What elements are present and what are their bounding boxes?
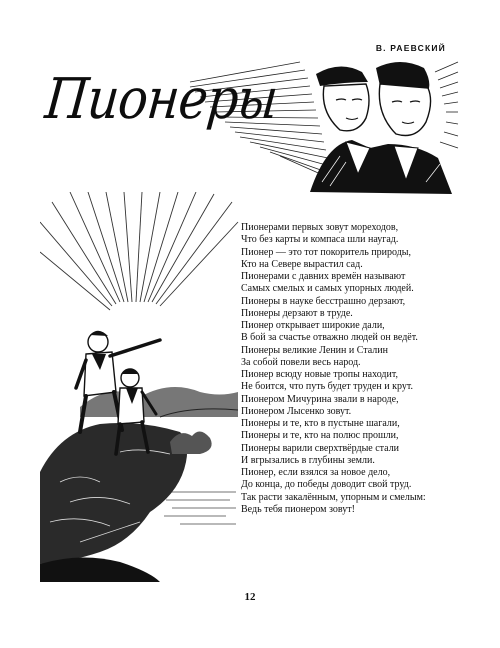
poem-line: За собой повели весь народ. <box>241 356 361 368</box>
poem-text <box>241 222 481 516</box>
poem-line: Кто на Севере вырастил сад. <box>241 258 363 270</box>
page-number: 12 <box>244 591 256 603</box>
poem-line: В бой за счастье отважно людей он ведёт. <box>241 332 418 344</box>
poem-line: Пионер, если взялся за новое дело, <box>241 467 391 478</box>
poem-line: Пионеры великие Ленин и Сталин <box>241 344 388 356</box>
poem-line: Пионеры варили сверхтвёрдые стали <box>241 442 400 454</box>
poem-line: Так расти закалённым, упорным и смелым: <box>241 491 426 503</box>
poem-line: Пионеры дерзают в труде. <box>241 307 353 319</box>
poem-line: Самых смелых и самых упорных людей. <box>241 283 414 295</box>
poem-line: Пионер всюду новые тропы находит, <box>241 369 398 380</box>
poem-line: Пионером Мичурина звали в народе, <box>241 393 399 405</box>
poem-line: Пионеры и те, кто в пустыне шагали, <box>241 418 400 429</box>
poem-line: И вгрызались в глубины земли. <box>241 454 375 466</box>
poem-line: Что без карты и компаса шли наугад. <box>241 234 399 246</box>
page-title: Пионеры <box>42 67 280 132</box>
poem-line: Пионеры в науке бесстрашно дерзают, <box>241 295 406 307</box>
poem-line: Пионер открывает широкие дали, <box>241 320 385 331</box>
poem-line: Не боится, что путь будет труден и крут. <box>241 381 413 393</box>
author-name: В. РАЕВСКИЙ <box>375 43 446 53</box>
pioneers-on-cliff-icon <box>40 192 240 582</box>
poem-line: Пионерами первых зовут мореходов, <box>241 222 399 233</box>
poem-line: До конца, до победы доводит свой труд. <box>241 479 412 491</box>
poem-line: Пионеры и те, кто на полюс прошли, <box>241 430 399 442</box>
poem-line: Пионерами с давних времён называют <box>241 271 406 282</box>
poem-line: Пионер — это тот покоритель природы, <box>241 246 412 258</box>
poem-line: Пионером Лысенко зовут. <box>241 405 352 417</box>
poem-line: Ведь тебя пионером зовут! <box>241 503 355 515</box>
